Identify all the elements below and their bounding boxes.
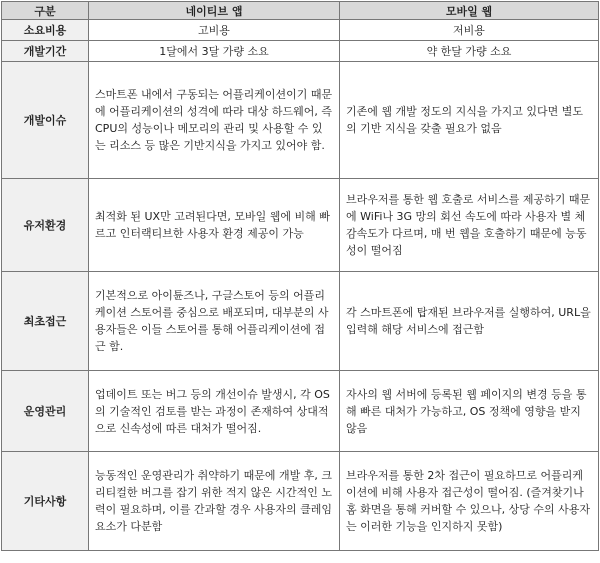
header-category: 구분 — [2, 2, 89, 20]
row-label: 운영관리 — [2, 371, 89, 452]
table-row — [2, 20, 599, 41]
web-cell: 브라우저를 통한 2차 접근이 필요하므로 어플리케이션에 비해 사용자 접근성이 떨어짐. (즐겨찾기나 홈 화면을 통해 커버할 수 있으나, 상당 수의 사용자는 이러한 기능을 인지하지 못함) — [340, 452, 599, 551]
web-cell: 각 스마트폰에 탑재된 브라우저를 실행하여, URL을 입력해 해당 서비스에 접근함 — [340, 272, 599, 371]
header-row — [2, 2, 599, 20]
comparison-table — [1, 1, 599, 551]
table-row — [2, 179, 599, 272]
web-cell: 저비용 — [340, 20, 599, 41]
row-label: 개발이슈 — [2, 62, 89, 179]
web-cell: 자사의 웹 서버에 등록된 웹 페이지의 변경 등을 통해 빠른 대처가 가능하고, OS 정책에 영향을 받지 않음 — [340, 371, 599, 452]
header-mobile-web: 모바일 웹 — [340, 2, 599, 20]
native-cell: 최적화 된 UX만 고려된다면, 모바일 웹에 비해 빠르고 인터랙티브한 사용자 환경 제공이 가능 — [89, 179, 340, 272]
table-row — [2, 62, 599, 179]
table-row — [2, 371, 599, 452]
row-label: 소요비용 — [2, 20, 89, 41]
web-cell: 기존에 웹 개발 정도의 지식을 가지고 있다면 별도의 기반 지식을 갖출 필요가 없음 — [340, 62, 599, 179]
native-cell: 능동적인 운영관리가 취약하기 때문에 개발 후, 크리티컬한 버그를 잡기 위한 적지 않은 시간적인 노력이 필요하며, 이를 간과할 경우 사용자의 클레임 요소가 다분함 — [89, 452, 340, 551]
native-cell: 고비용 — [89, 20, 340, 41]
row-label: 기타사항 — [2, 452, 89, 551]
web-cell: 약 한달 가량 소요 — [340, 41, 599, 62]
row-label: 유저환경 — [2, 179, 89, 272]
table-row — [2, 452, 599, 551]
row-label: 최초접근 — [2, 272, 89, 371]
table-row — [2, 272, 599, 371]
header-native-app: 네이티브 앱 — [89, 2, 340, 20]
row-label: 개발기간 — [2, 41, 89, 62]
native-cell: 업데이트 또는 버그 등의 개선이슈 발생시, 각 OS의 기술적인 검토를 받는 과정이 존재하여 상대적으로 신속성에 따른 대처가 떨어짐. — [89, 371, 340, 452]
comparison-table-container — [1, 1, 599, 551]
web-cell: 브라우저를 통한 웹 호출로 서비스를 제공하기 때문에 WiFi나 3G 망의 회선 속도에 따라 사용자 별 체감속도가 다르며, 매 번 웹을 호출하기 때문에 능동성이 떨어짐 — [340, 179, 599, 272]
native-cell: 기본적으로 아이튠즈나, 구글스토어 등의 어플리케이션 스토어를 중심으로 배포되며, 대부분의 사용자들은 이들 스토어를 통해 어플리케이션에 접근 함. — [89, 272, 340, 371]
native-cell: 스마트폰 내에서 구동되는 어플리케이션이기 때문에 어플리케이션의 성격에 따라 대상 하드웨어, 즉 CPU의 성능이나 메모리의 관리 및 사용할 수 있는 리소스 등 많은 기반지식을 가지고 있어야 함. — [89, 62, 340, 179]
native-cell: 1달에서 3달 가량 소요 — [89, 41, 340, 62]
table-row — [2, 41, 599, 62]
